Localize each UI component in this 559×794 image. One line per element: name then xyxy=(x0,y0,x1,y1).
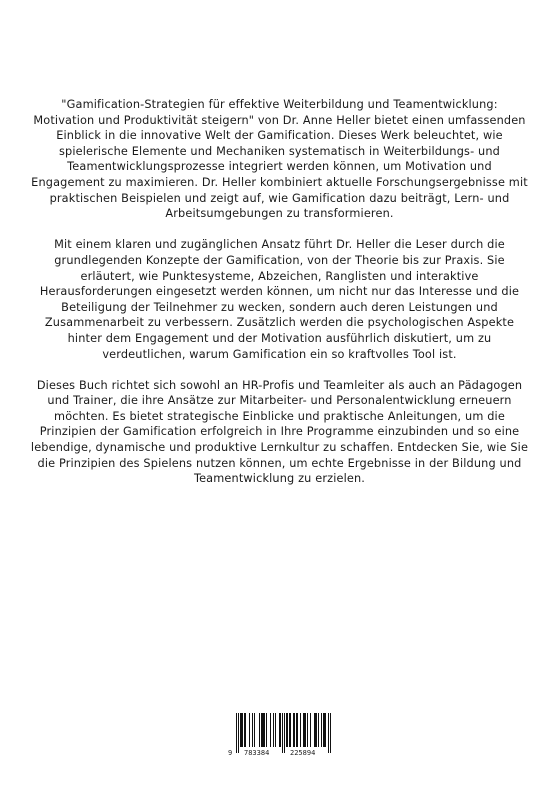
barcode-bar xyxy=(294,713,295,747)
barcode-bar xyxy=(297,713,298,747)
barcode-bar xyxy=(254,713,255,747)
barcode-bar xyxy=(252,713,253,747)
barcode-bar xyxy=(259,713,260,747)
isbn-barcode xyxy=(228,713,332,761)
barcode-bar xyxy=(321,713,322,747)
barcode-digits xyxy=(228,749,332,761)
back-cover-description xyxy=(30,97,529,502)
barcode-bar xyxy=(262,713,263,747)
barcode-bar xyxy=(240,713,241,747)
barcode-bar xyxy=(290,713,291,747)
description-paragraph-1: "Gamification-Strategien für effektive Weiterbildung und Teamentwicklung: Motivation und Produktivität steigern" von Dr. Anne Heller bietet einen umfassenden Einblick in die innovative Welt der Gamification. Dieses Werk beleuchtet, wie spielerische Elemente und Mechaniken systematisch in Weiterbildungs- und Teamentwicklungsprozesse integriert werden können, um Motivation und Engagement zu maximieren. Dr. Heller kombiniert aktuelle Forschungsergebnisse mit praktischen Beispielen und zeigt auf, wie Gamification dazu beiträgt, Lern- und Arbeitsumgebungen zu transformieren. xyxy=(31,98,528,221)
barcode-bar xyxy=(270,713,271,747)
barcode-bar xyxy=(325,713,326,747)
description-paragraph-2: Mit einem klaren und zugänglichen Ansatz führt Dr. Heller die Leser durch die grundlegenden Konzepte der Gamification, von der Theorie bis zur Praxis. Sie erläutert, wie Punktesysteme, Abzeichen, Ranglisten und interaktive Herausforderungen eingesetzt werden können, um nicht nur das Interesse und die Beteiligung der Teilnehmer zu wecken, sondern auch deren Leistungen und Zusammenarbeit zu verbessern. Zusätzlich werden die psychologischen Aspekte hinter dem Engagement und der Motivation ausführlich diskutiert, um zu verdeutlichen, warum Gamification ein so kraftvolles Tool ist. xyxy=(39,238,520,361)
barcode-bar xyxy=(307,713,308,747)
barcode-bar xyxy=(264,713,265,747)
barcode-bar xyxy=(310,713,311,747)
barcode-bar xyxy=(263,713,264,747)
barcode-bar xyxy=(315,713,316,747)
barcode-bar xyxy=(249,713,250,747)
barcode-bar xyxy=(296,713,297,747)
barcode-bar xyxy=(314,713,315,747)
barcode-bar xyxy=(279,713,280,747)
barcode-bar xyxy=(303,713,304,747)
barcode-bar xyxy=(266,713,267,747)
barcode-bar xyxy=(330,713,331,753)
barcode-bar xyxy=(242,713,243,747)
barcode-bar xyxy=(293,713,294,747)
barcode-bar xyxy=(287,713,288,747)
barcode-bar xyxy=(300,713,301,747)
barcode-bar xyxy=(305,713,306,747)
barcode-bar xyxy=(304,713,305,747)
barcode-digit-lead: 9 xyxy=(228,749,233,757)
barcode-bar xyxy=(275,713,276,747)
barcode-digits-left: 783384 xyxy=(244,749,270,757)
barcode-bar xyxy=(280,713,281,747)
barcode-bar xyxy=(261,713,262,747)
barcode-bar xyxy=(289,713,290,747)
barcode-bar xyxy=(318,713,319,747)
barcode-bar xyxy=(316,713,317,747)
barcode-bar xyxy=(282,713,283,753)
barcode-bar xyxy=(238,713,239,753)
barcode-bar xyxy=(245,713,246,747)
barcode-bar xyxy=(324,713,325,747)
barcode-bar xyxy=(244,713,245,747)
description-paragraph-3: Dieses Buch richtet sich sowohl an HR-Profis und Teamleiter als auch an Pädagogen und Trainer, die ihre Ansätze zur Mitarbeiter- und Personalentwicklung erneuern möchten. Es bietet strategische Einblicke und praktische Anleitungen, um die Prinzipien der Gamification erfolgreich in Ihre Programme einzubinden und so eine lebendige, dynamische und produktive Lernkultur zu schaffen. Entdecken Sie, wie Sie die Prinzipien des Spielens nutzen können, um echte Ergebnisse in der Bildung und Teamentwicklung zu erzielen. xyxy=(30,378,529,486)
barcode-bar xyxy=(241,713,242,747)
barcode-bar xyxy=(273,713,274,747)
barcode-bar xyxy=(236,713,237,753)
barcode-digits-right: 225894 xyxy=(290,749,316,757)
barcode-bar xyxy=(328,713,329,753)
barcode-bars xyxy=(228,713,332,753)
barcode-bar xyxy=(286,713,287,747)
barcode-bar xyxy=(284,713,285,753)
barcode-bar xyxy=(323,713,324,747)
